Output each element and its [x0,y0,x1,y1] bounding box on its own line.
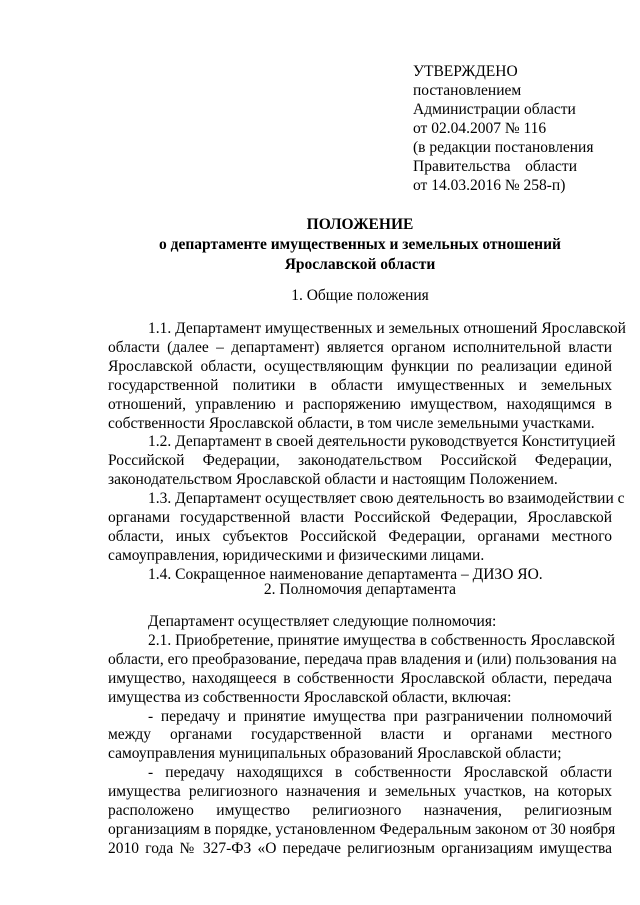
text-line: 1.2. Департамент в своей деятельности руководствуется Конституцией [148,433,616,451]
text-line: отношений, управлению и распоряжению имуществом, находящимся в [108,395,612,413]
text-line: самоуправления, юридическими и физическими лицами. [108,546,485,564]
text-line: имущества религиозного назначения и земельных участков, на которых [108,783,612,801]
approval-line-3: Администрации области [413,101,576,118]
section-2-heading: 2. Полномочия департамента [263,581,457,598]
approval-stamp [413,62,594,195]
text-line: - передачу находящихся в собственности Ярославской области [148,764,612,782]
text-line: расположено имущество религиозного назначения, религиозным [108,802,612,820]
approval-line-5: (в редакции постановления [413,139,594,156]
title-line-1: ПОЛОЖЕНИЕ [306,216,414,233]
text-line: 2010 года № 327-ФЗ «О передаче религиозным организациям имущества [108,839,612,857]
text-line: 1.4. Сокращенное наименование департамента – ДИЗО ЯО. [148,565,543,583]
text-line: организациям в порядке, установленном Федеральным законом от 30 ноября [108,820,616,838]
approval-line-4: от 02.04.2007 № 116 [413,120,547,137]
title-line-3: Ярославской области [284,256,436,273]
section-1-heading: 1. Общие положения [291,287,429,304]
section-2-body [108,613,617,859]
text-line: области (далее – департамент) является органом исполнительной власти [108,338,612,356]
approval-line-7: от 14.03.2016 № 258-п) [413,177,566,194]
text-line: 1.3. Департамент осуществляет свою деятельность во взаимодействии с [148,490,625,508]
text-line: между органами государственной власти и органами местного [108,726,612,744]
text-line: - передачу и принятие имущества при разграничении полномочий [148,707,612,725]
text-line: 2.1. Приобретение, принятие имущества в собственность Ярославской [148,631,616,649]
text-line: государственной политики в области имущественных и земельных [108,376,612,394]
section-1-body [108,320,626,585]
document-title [100,215,620,275]
text-line: Департамент осуществляет следующие полномочия: [148,613,497,630]
text-line: собственности Ярославской области, в том числе земельными участками. [108,414,595,432]
approval-line-6: Правительства области [413,158,577,175]
text-line: Российской Федерации, законодательством Российской Федерации, [108,452,612,470]
text-line: области, его преобразование, передача прав владения и (или) пользования на [108,650,617,668]
approval-line-2: постановлением [413,82,522,99]
approval-line-1: УТВЕРЖДЕНО [413,63,518,80]
text-line: Ярославской области, осуществляющим функции по реализации единой [108,357,612,375]
text-line: 1.1. Департамент имущественных и земельных отношений Ярославской [148,320,626,337]
text-line: законодательством Ярославской области и настоящим Положением. [108,471,558,489]
text-line: органами государственной власти Российской Федерации, Ярославской [108,509,612,527]
text-line: области, иных субъектов Российской Федерации, органами местного [108,527,612,545]
text-line: самоуправления муниципальных образований Ярославской области; [108,745,562,763]
title-line-2: о департаменте имущественных и земельных отношений [159,236,561,253]
text-line: имущества из собственности Ярославской области, включая: [108,688,512,706]
text-line: имущество, находящееся в собственности Ярославской области, передача [108,669,612,687]
